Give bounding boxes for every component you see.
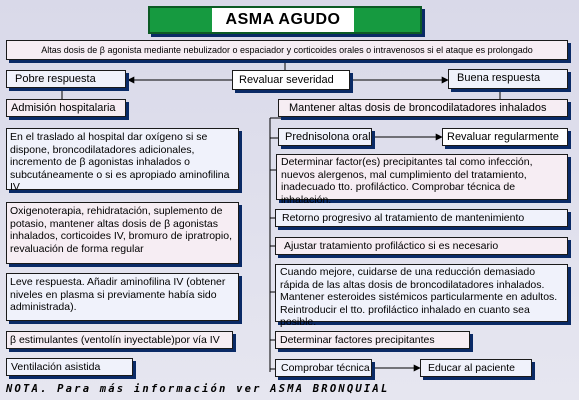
hospital-admission-box: Admisión hospitalaria [6,99,126,117]
check-technique-box: Comprobar técnica [275,359,372,377]
poor-response-box: Pobre respuesta [6,70,126,88]
footer-note: NOTA. Para más información ver ASMA BRONQUIAL [6,383,390,395]
educate-patient-box: Educar al paciente [420,359,532,377]
mild-response-box: Leve respuesta. Añadir aminofilina IV (obtener niveles en plasma si previamente había sido administrada). [6,273,239,321]
ventilation-box: Ventilación asistida [6,358,133,376]
adjust-prophylaxis-box: Ajustar tratamiento profiláctico si es necesario [275,237,568,255]
maintenance-box: Retorno progresivo al tratamiento de mantenimiento [275,209,568,227]
reassess-box: Revaluar regularmente [442,128,568,146]
good-response-box: Buena respuesta [448,69,568,89]
center-node: Revaluar severidad [232,70,350,90]
improvement-box: Cuando mejore, cuidarse de una reducción demasiado rápida de las altas dosis de broncodilatadores inhalados. Mantener esteroides sistémicos particularmente en adultos. Reintroducir el tto. profiláctico inhalado en cuanto sea posible. [275,264,568,322]
transfer-box: En el traslado al hospital dar oxígeno si se dispone, broncodilatadores adicionales, incremento de β agonistas inhalados o subcutáneamente o si es apropiado aminofilina IV [6,128,239,190]
page-title: ASMA AGUDO [212,8,354,32]
header-text: Altas dosis de β agonista mediante nebulizador o espaciador y corticoides orales o intravenosos si el ataque es prolongado [41,45,533,55]
beta-iv-box: β estimulantes (ventolín inyectable)por vía IV [6,331,233,349]
header-box [6,40,568,60]
prednisolone-box: Prednisolona oral [278,128,372,146]
maintain-box: Mantener altas dosis de broncodilatadores inhalados [278,99,568,117]
determine-precipitants-box: Determinar factores precipitantes [275,331,470,349]
oxygen-therapy-box: Oxigenoterapia, rehidratación, suplemento de potasio, mantener altas dosis de β agonistas inhalados, corticoides IV, bromuro de ipratropio, revaluación de forma regular [6,202,239,264]
precipitating-factors-box: Determinar factor(es) precipitantes tal como infección, nuevos alergenos, mal cumplimiento del tratamiento, inadecuado tto. profiláctico. Comprobar técnica de inhalación. [276,154,568,200]
title-banner [148,6,422,34]
